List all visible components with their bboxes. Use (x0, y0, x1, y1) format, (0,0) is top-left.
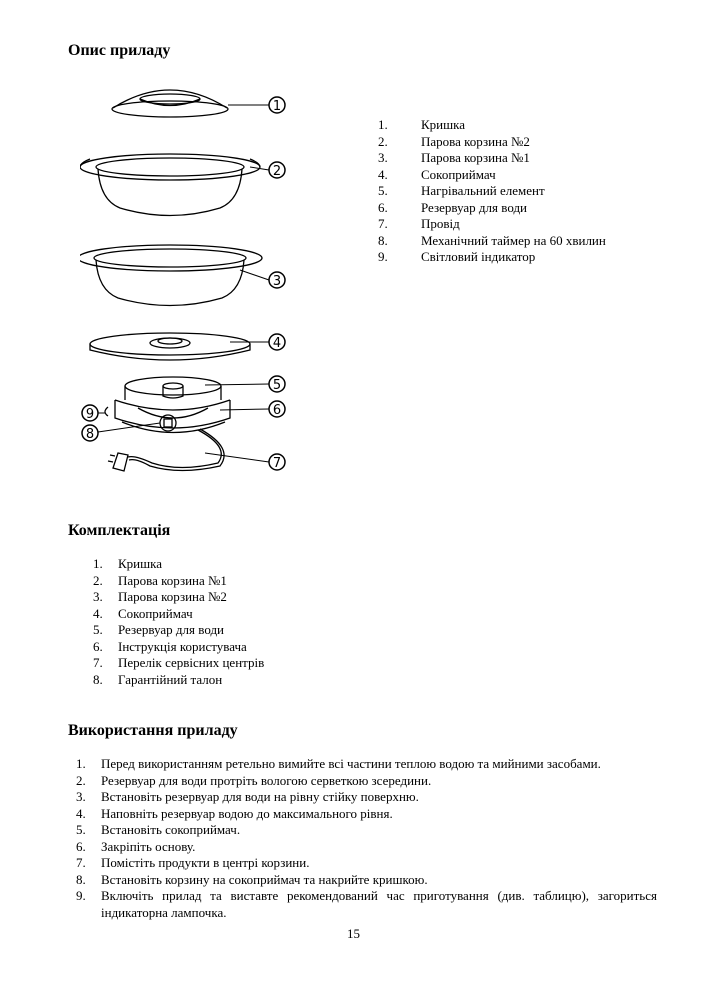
list-item: 4. Наповніть резервуар водою до максимального рівня. (76, 805, 393, 821)
callout-9 (82, 405, 98, 422)
list-item: 3. Встановіть резервуар для води на рівну стійку поверхню. (76, 789, 419, 804)
list-item: 5. Встановіть сокоприймач. (76, 822, 241, 837)
section-title-kit: Комплектація (68, 522, 171, 539)
list-item: 8. Встановіть корзину на сокоприймач та накрийте кришкою. (76, 871, 428, 887)
svg-text:9: 9 (85, 407, 95, 422)
callout-4 (269, 334, 285, 351)
svg-text:2: 2 (272, 164, 282, 179)
svg-text:3: 3 (272, 274, 282, 289)
callout-1 (269, 97, 285, 114)
basket-1-drawing (80, 245, 262, 306)
list-item: 2. Резервуар для води протріть вологою серветкою зсередини. (76, 772, 432, 788)
steamer-exploded-diagram (80, 75, 300, 475)
svg-text:4: 4 (272, 336, 282, 351)
usage-steps (76, 756, 657, 921)
list-item: 7. Помістіть продукти в центрі корзини. (76, 855, 310, 870)
drip-tray-drawing (90, 333, 250, 360)
callout-6 (269, 401, 285, 418)
svg-text:8: 8 (85, 427, 95, 442)
section-title-usage: Використання приладу (68, 722, 238, 739)
base-drawing (105, 377, 230, 471)
svg-text:1: 1 (272, 99, 282, 114)
lid-drawing (112, 90, 228, 117)
callout-7 (269, 454, 285, 471)
callout-8 (82, 425, 98, 442)
basket-2-drawing (80, 154, 260, 216)
section-title-description: Опис приладу (68, 42, 171, 59)
callout-3 (269, 272, 285, 289)
svg-text:7: 7 (272, 456, 282, 471)
list-item: 1. Перед використанням ретельно вимийте всі частини теплою водою та мийними засобами. (76, 756, 601, 771)
list-item: 9. Включіть прилад та виставте рекомендований час приготування (див. таблицю), загориться індикаторна лампочка. (76, 888, 657, 920)
svg-text:6: 6 (272, 403, 282, 418)
page-number: 15 (347, 926, 360, 941)
svg-text:5: 5 (272, 378, 282, 393)
callout-2 (269, 162, 285, 179)
callout-5 (269, 376, 285, 393)
list-item: 6. Закріпіть основу. (76, 838, 196, 854)
